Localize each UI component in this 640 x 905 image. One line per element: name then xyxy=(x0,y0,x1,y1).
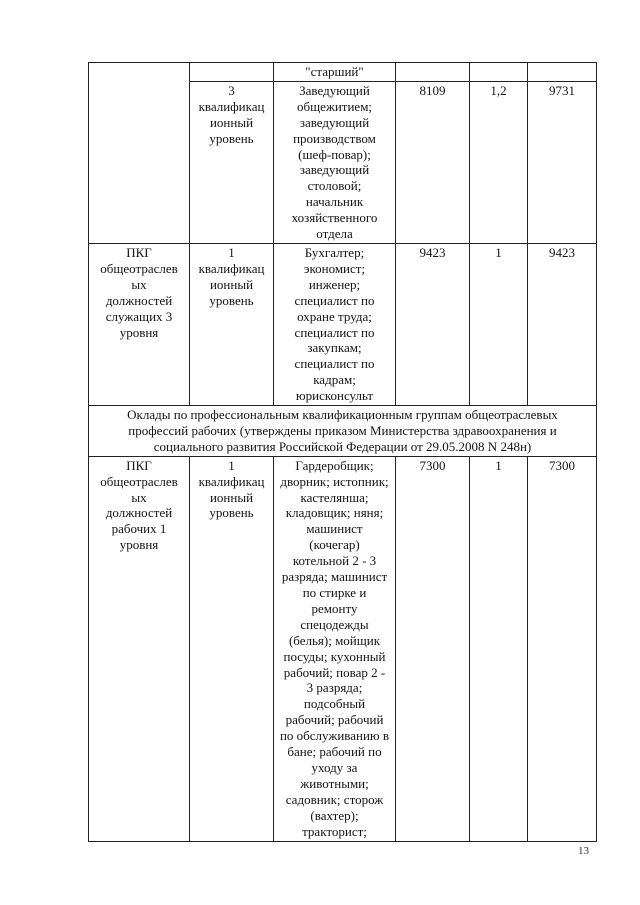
level-cell: 1 квалификац ионный уровень xyxy=(190,456,274,841)
position-cell: Гардеробщик; дворник; истопник; кастелянша; кладовщик; няня; машинист (кочегар) котельной 2 - 3 разряда; машинист по стирке и ремонту спецодежды (белья); мойщик посуды; кухонный рабочий; повар 2 - 3 разряда; подсобный рабочий; рабочий по обслуживанию в бане; рабочий по уходу за животными; садовник; сторож (вахтер); тракторист; xyxy=(274,456,396,841)
section-header-row xyxy=(89,406,597,457)
total-cell: 9731 xyxy=(528,81,597,243)
position-cell: Бухгалтер; экономист; инженер; специалист по охране труда; специалист по закупкам; специалист по кадрам; юрисконсульт xyxy=(274,243,396,405)
salary-cell: 9423 xyxy=(396,243,470,405)
table-row xyxy=(89,63,597,82)
group-cell: ПКГ общеотраслев ых должностей рабочих 1 уровня xyxy=(89,456,190,841)
salary-cell: 7300 xyxy=(396,456,470,841)
level-cell xyxy=(190,63,274,82)
table-row xyxy=(89,456,597,841)
coefficient-cell: 1,2 xyxy=(470,81,528,243)
coefficient-cell xyxy=(470,63,528,82)
salary-cell xyxy=(396,63,470,82)
salary-table xyxy=(88,62,597,842)
section-header: Оклады по профессиональным квалификационным группам общеотраслевых профессий рабочих (утверждены приказом Министерства здравоохранения и социального развития Российской Федерации от 29.05.2008 N 248н) xyxy=(89,406,597,457)
total-cell xyxy=(528,63,597,82)
position-cell: "старший" xyxy=(274,63,396,82)
table-row xyxy=(89,243,597,405)
coefficient-cell: 1 xyxy=(470,456,528,841)
level-cell: 3 квалификац ионный уровень xyxy=(190,81,274,243)
total-cell: 7300 xyxy=(528,456,597,841)
page-number: 13 xyxy=(578,845,589,857)
group-cell: ПКГ общеотраслев ых должностей служащих 3 уровня xyxy=(89,243,190,405)
level-cell: 1 квалификац ионный уровень xyxy=(190,243,274,405)
coefficient-cell: 1 xyxy=(470,243,528,405)
salary-cell: 8109 xyxy=(396,81,470,243)
position-cell: Заведующий общежитием; заведующий производством (шеф-повар); заведующий столовой; начальник хозяйственного отдела xyxy=(274,81,396,243)
group-cell xyxy=(89,63,190,244)
total-cell: 9423 xyxy=(528,243,597,405)
